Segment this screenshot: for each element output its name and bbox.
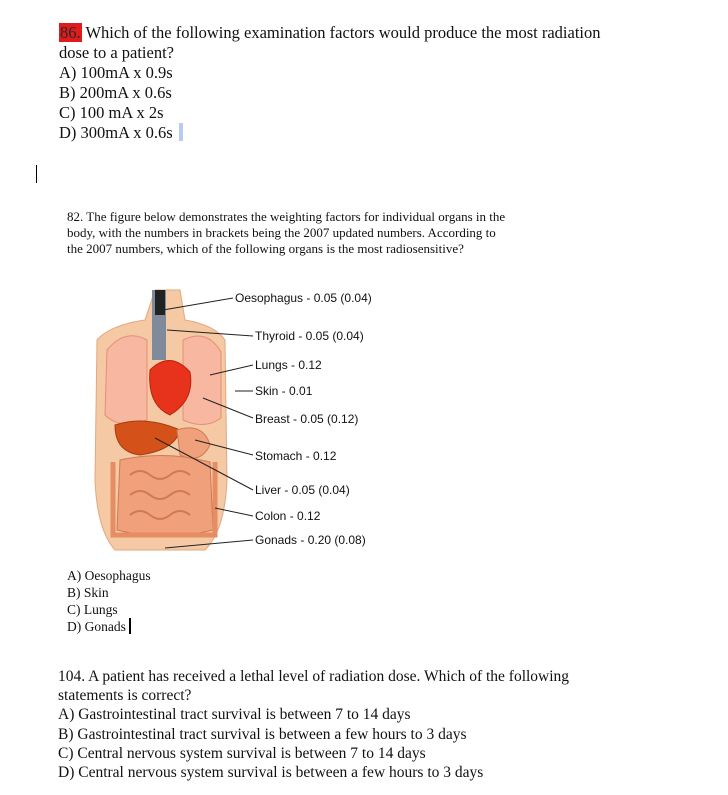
text-cursor-bar xyxy=(129,618,131,634)
question-82-line-2: body, with the numbers in brackets being the 2007 updated numbers. According to xyxy=(67,225,496,240)
question-82-options xyxy=(67,567,151,635)
question-82-option-b: B) Skin xyxy=(67,585,109,600)
question-104-option-c: C) Central nervous system survival is between 7 to 14 days xyxy=(58,744,426,762)
question-82-line-3: the 2007 numbers, which of the following organs is the most radiosensitive? xyxy=(67,241,464,256)
question-104-line-1: 104. A patient has received a lethal level of radiation dose. Which of the following xyxy=(58,668,570,685)
label-stomach: Stomach - 0.12 xyxy=(255,449,337,463)
label-breast: Breast - 0.05 (0.12) xyxy=(255,412,359,426)
question-82 xyxy=(67,209,567,257)
question-82-option-d-row xyxy=(67,618,151,635)
question-86-stem-text: Which of the following examination factors would produce the most radiation xyxy=(85,23,601,42)
text-cursor[interactable] xyxy=(36,165,37,183)
text-selection-marker xyxy=(179,123,183,141)
question-82-option-d: D) Gonads xyxy=(67,619,126,634)
question-86-stem-line-1 xyxy=(59,23,600,43)
question-82-line-1: 82. The figure below demonstrates the weighting factors for individual organs in the xyxy=(67,209,506,224)
intestines-shape xyxy=(117,455,213,536)
label-oesophagus: Oesophagus - 0.05 (0.04) xyxy=(235,291,372,305)
label-liver: Liver - 0.05 (0.04) xyxy=(255,483,350,497)
question-86-option-c: C) 100 mA x 2s xyxy=(59,103,164,122)
question-82-option-a: A) Oesophagus xyxy=(67,568,151,583)
question-86-option-b: B) 200mA x 0.6s xyxy=(59,83,172,102)
left-lung-shape xyxy=(105,336,147,424)
question-82-option-c: C) Lungs xyxy=(67,602,118,617)
question-86-stem-line-2: dose to a patient? xyxy=(59,43,175,62)
question-104-line-2: statements is correct? xyxy=(58,687,192,705)
question-104-option-a: A) Gastrointestinal tract survival is between 7 to 14 days xyxy=(58,706,411,724)
question-86-option-a: A) 100mA x 0.9s xyxy=(59,63,173,82)
question-86-option-d-row xyxy=(59,123,600,143)
question-104-option-d: D) Central nervous system survival is between a few hours to 3 days xyxy=(58,764,484,782)
label-thyroid: Thyroid - 0.05 (0.04) xyxy=(255,329,364,343)
oesophagus-top xyxy=(155,290,165,315)
question-86-option-d: D) 300mA x 0.6s xyxy=(59,123,173,142)
question-104 xyxy=(58,667,658,782)
label-skin: Skin - 0.01 xyxy=(255,384,313,398)
organ-weighting-figure xyxy=(85,280,430,570)
label-gonads: Gonads - 0.20 (0.08) xyxy=(255,533,366,547)
label-colon: Colon - 0.12 xyxy=(255,509,321,523)
label-lungs: Lungs - 0.12 xyxy=(255,358,322,372)
question-86 xyxy=(59,23,600,143)
question-104-option-b: B) Gastrointestinal tract survival is between a few hours to 3 days xyxy=(58,725,467,743)
question-number-highlight: 86. xyxy=(60,23,81,42)
